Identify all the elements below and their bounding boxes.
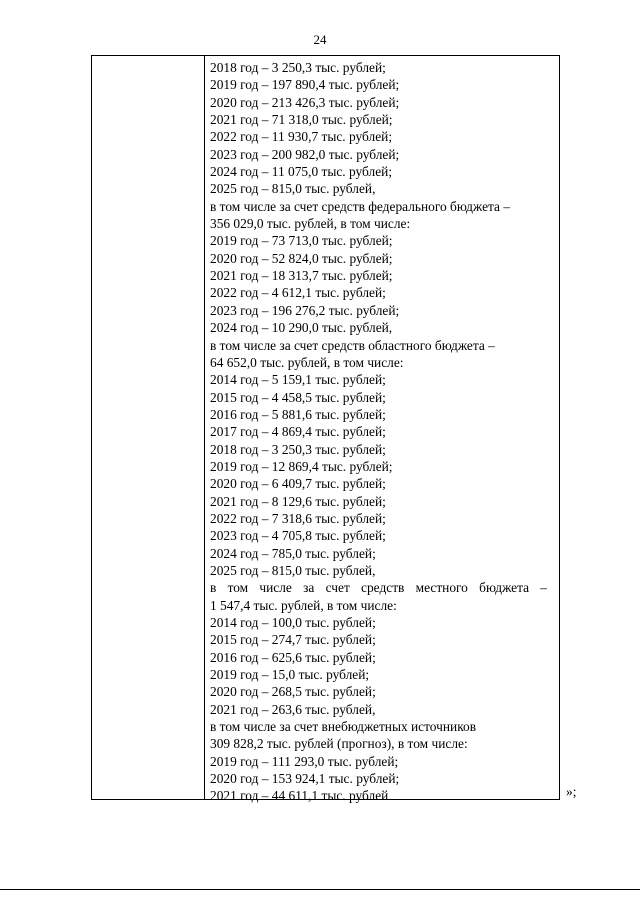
text-line: в том числе за счет внебюджетных источников [210, 719, 477, 735]
text-line: в том числе за счет средств местного бюджета – [210, 580, 547, 596]
text-line: 2014 год – 5 159,1 тыс. рублей; [210, 372, 386, 388]
text-line: 2018 год – 3 250,3 тыс. рублей; [210, 441, 386, 457]
text-line: 2022 год – 11 930,7 тыс. рублей; [210, 129, 393, 145]
text-line: 2021 год – 263,6 тыс. рублей, [210, 701, 376, 717]
text-line: 2020 год – 268,5 тыс. рублей; [210, 684, 376, 700]
text-line: 2022 год – 4 612,1 тыс. рублей; [210, 285, 386, 301]
text-line: 2024 год – 11 075,0 тыс. рублей; [210, 164, 393, 180]
text-line: в том числе за счет средств областного бюджета – [210, 337, 495, 353]
text-line: 2025 год – 815,0 тыс. рублей, [210, 181, 376, 197]
table-left-cell [92, 56, 205, 799]
text-line: 2017 год – 4 869,4 тыс. рублей; [210, 424, 386, 440]
text-line: 2016 год – 625,6 тыс. рублей; [210, 649, 376, 665]
text-line: 64 652,0 тыс. рублей, в том числе: [210, 354, 404, 370]
page-number: 24 [313, 32, 327, 47]
table-right-cell [205, 56, 559, 804]
text-line: 2021 год – 44 611,1 тыс. рублей [210, 788, 389, 804]
text-line: 2023 год – 200 982,0 тыс. рублей; [210, 146, 400, 162]
text-line: 2023 год – 4 705,8 тыс. рублей; [210, 528, 386, 544]
text-line: 2023 год – 196 276,2 тыс. рублей; [210, 302, 400, 318]
text-line: 2022 год – 7 318,6 тыс. рублей; [210, 510, 386, 526]
text-line: 2024 год – 10 290,0 тыс. рублей, [210, 320, 393, 336]
text-line: 2021 год – 71 318,0 тыс. рублей; [210, 112, 393, 128]
text-line: 2019 год – 12 869,4 тыс. рублей; [210, 458, 393, 474]
text-line: 2021 год – 18 313,7 тыс. рублей; [210, 268, 393, 284]
text-line: 2021 год – 8 129,6 тыс. рублей; [210, 493, 386, 509]
text-line: 2025 год – 815,0 тыс. рублей, [210, 562, 376, 578]
text-line: 2019 год – 15,0 тыс. рублей; [210, 667, 370, 683]
text-line: 2019 год – 73 713,0 тыс. рублей; [210, 233, 393, 249]
footer-divider [0, 889, 640, 890]
text-line: 356 029,0 тыс. рублей, в том числе: [210, 216, 411, 232]
financing-table [91, 55, 560, 804]
text-line: 2016 год – 5 881,6 тыс. рублей; [210, 406, 386, 422]
text-line: 2015 год – 274,7 тыс. рублей; [210, 632, 376, 648]
text-line: 2020 год – 153 924,1 тыс. рублей; [210, 771, 400, 787]
text-line: 2014 год – 100,0 тыс. рублей; [210, 615, 376, 630]
text-line: 2019 год – 111 293,0 тыс. рублей; [210, 753, 399, 769]
text-line: 2020 год – 52 824,0 тыс. рублей; [210, 250, 393, 266]
text-line: 309 828,2 тыс. рублей (прогноз), в том числе: [210, 736, 468, 752]
text-line: 2018 год – 3 250,3 тыс. рублей; [210, 60, 386, 75]
text-line: 2020 год – 6 409,7 тыс. рублей; [210, 476, 386, 492]
text-line: 2015 год – 4 458,5 тыс. рублей; [210, 389, 386, 405]
text-line: 1 547,4 тыс. рублей, в том числе: [210, 597, 397, 613]
text-line: в том числе за счет средств федерального бюджета – [210, 198, 511, 214]
text-line: 2024 год – 785,0 тыс. рублей; [210, 545, 376, 561]
closing-quote-mark: »; [566, 784, 577, 799]
text-line: 2019 год – 197 890,4 тыс. рублей; [210, 77, 400, 93]
text-line: 2020 год – 213 426,3 тыс. рублей; [210, 94, 400, 110]
